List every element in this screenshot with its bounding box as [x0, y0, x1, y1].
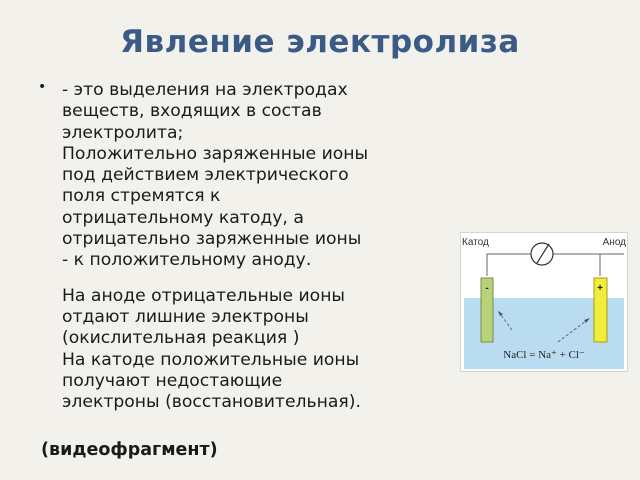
body-line: поля стремятся к [62, 186, 221, 207]
paragraph-gap [62, 272, 452, 286]
body-line: электроны (восстановительная). [62, 392, 361, 413]
anode-sign: + [597, 283, 603, 294]
dissociation-formula: NaCl = Na⁺ + Cl⁻ [503, 349, 585, 361]
body-line: отдают лишние электроны [62, 306, 309, 327]
cathode-label: Катод [462, 237, 489, 248]
video-note: (видеофрагмент) [41, 440, 218, 460]
body-line: отрицательному катоду, а [62, 207, 304, 228]
body-line: Положительно заряженные ионы [62, 143, 369, 164]
body-line: веществ, входящих в состав [62, 101, 322, 122]
cathode-sign: - [485, 283, 489, 294]
body-line: - к положительному аноду. [62, 250, 312, 271]
body-line: - это выделения на электродах [62, 80, 348, 100]
body-line: На катоде положительные ионы [62, 349, 360, 370]
body-line: электролита; [62, 122, 184, 143]
body-line: (окислительная реакция ) [62, 328, 300, 349]
body-line: отрицательно заряженные ионы [62, 229, 362, 250]
anode-label: Анод [602, 237, 626, 248]
body-line: под действием электрического [62, 165, 349, 186]
slide-title: Явление электролиза [120, 24, 520, 60]
body-line: На аноде отрицательные ионы [62, 285, 346, 306]
body-line: получают недостающие [62, 370, 283, 391]
slide-body [62, 80, 452, 413]
electrolysis-diagram [460, 232, 628, 372]
bullet-marker: • [38, 79, 47, 95]
